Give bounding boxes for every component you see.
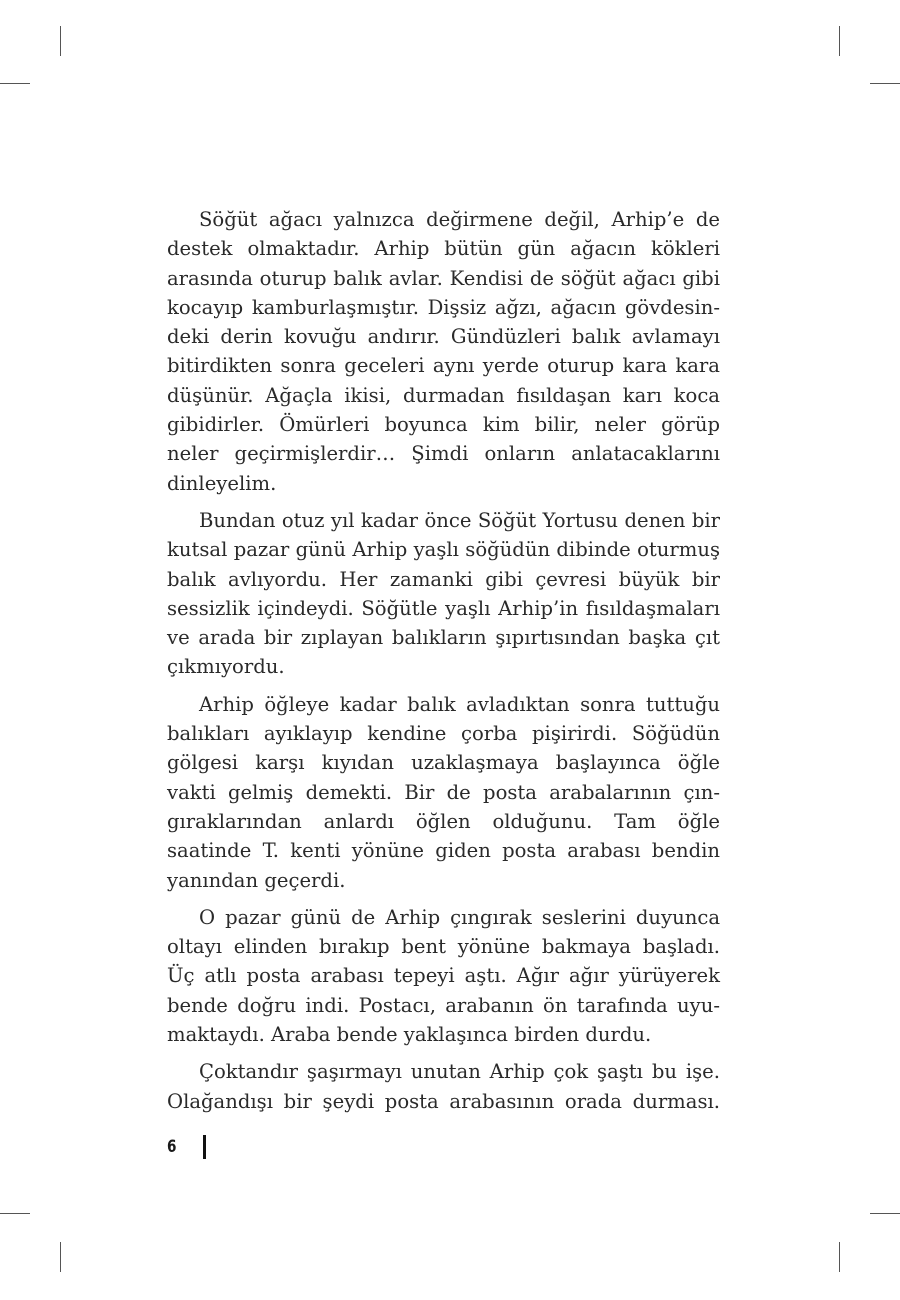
body-text [167, 205, 720, 1124]
paragraph-3: Arhip öğleye kadar balık avladıktan sonra tuttuğu balıkları ayıklayıp kendine çorba pişirirdi. Söğüdün gölgesi karşı kıyıdan uzaklaşmaya başlayınca öğle vakti gelmiş demekti. Bir de posta arabalarının çıngıraklarından anlardı öğlen olduğunu. Tam öğle saatinde T. kenti yönüne giden posta arabası bendin yanından geçerdi. [167, 692, 720, 892]
crop-mark-bottom-left-vertical [60, 1242, 61, 1272]
crop-mark-top-left-horizontal [0, 83, 30, 84]
page-number: 6 [167, 1137, 177, 1157]
crop-mark-top-right-horizontal [870, 83, 900, 84]
paragraph-1: Söğüt ağacı yalnızca değirmene değil, Arhip’e de destek olmaktadır. Arhip bütün gün ağacın kökleri arasında oturup balık avlar. Kendisi de söğüt ağacı gibi kocayıp kamburlaşmıştır. Dişsiz ağzı, ağacın gövdesindeki derin kovuğu andırır. Gündüzleri balık avlamayı bitirdikten sonra geceleri aynı yerde oturup kara kara düşünür. Ağaçla ikisi, durmadan fısıldaşan karı koca gibidirler. Ömürleri boyunca kim bilir, neler görüp neler geçirmişlerdir… Şimdi onların anlatacaklarını dinleyelim. [167, 208, 720, 495]
crop-mark-bottom-right-vertical [839, 1242, 840, 1272]
paragraph-4: O pazar günü de Arhip çıngırak seslerini duyunca oltayı elinden bırakıp bent yönüne bakmaya başladı. Üç atlı posta arabası tepeyi aştı. Ağır ağır yürüyerek bende doğru indi. Postacı, arabanın ön tarafında uyumaktaydı. Araba bende yaklaşınca birden durdu. [167, 905, 720, 1047]
page-number-rule [203, 1135, 206, 1159]
crop-mark-top-right-vertical [839, 26, 840, 56]
paragraph-2: Bundan otuz yıl kadar önce Söğüt Yortusu denen bir kutsal pazar günü Arhip yaşlı söğüdün dibinde oturmuş balık avlıyordu. Her zamanki gibi çevresi büyük bir sessizlik içindeydi. Söğütle yaşlı Arhip’in fısıldaşmaları ve arada bir zıplayan balıkların şıpırtısından başka çıt çıkmıyordu. [167, 508, 720, 679]
paragraph-5: Çoktandır şaşırmayı unutan Arhip çok şaştı bu işe. Olağandışı bir şeydi posta arabasının orada durması. [167, 1060, 720, 1113]
crop-mark-bottom-right-horizontal [870, 1213, 900, 1214]
crop-mark-top-left-vertical [60, 26, 61, 56]
crop-mark-bottom-left-horizontal [0, 1213, 30, 1214]
